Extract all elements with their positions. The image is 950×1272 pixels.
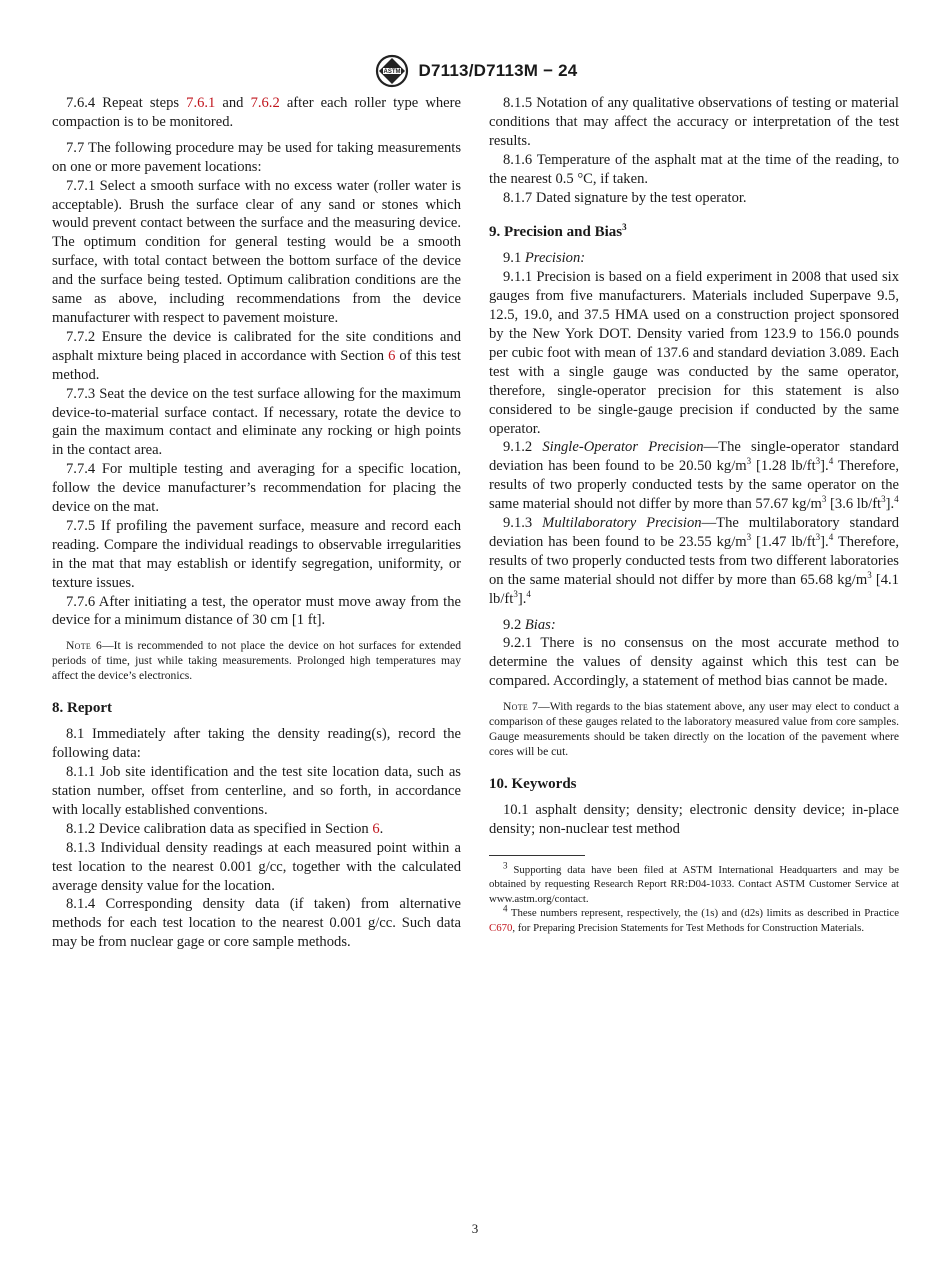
para-9-1-1: 9.1.1 Precision is based on a field experiment in 2008 that used six gauges from five manufacturers. Materials included Superpave 9.5, 12.5, 19.0, and 37.5 HMA used on a construction project sponsored by the New York DOT. Density varied from 123.9 to 156.0 pounds per cubic foot with mean of 137.6 and standard deviation 3.089. Each test with a single gauge was conducted by the same operator, therefore, single-operator precision for this statement is also considered to be single-gauge precision if conducted by the same operator. xyxy=(489,269,899,437)
footnote-4: $^4$ These numbers represent, respectively, the (1s) and (d2s) limits as described in Practice C670, for Preparing Precision Statements for Test Methods for Construction Materials. xyxy=(489,903,899,934)
standard-designation: D7113/D7113M − 24 xyxy=(418,61,578,80)
right-column xyxy=(489,94,899,935)
section-heading-precision: 9. Precision and Bias$^3$ xyxy=(489,222,627,241)
para-7-7-1: 7.7.1 Select a smooth surface with no excess water (roller water is acceptable). Brush the surface clear of any sand or stones which would prevent contact between the surface and the measuring device. The optimum condition for general testing would be a smooth surface, with total contact between the bottom surface of the device and the surface being tested. Optimum calibration conditions are the same as above, including recommendations from the device manufacturer with respect to pavement moisture. xyxy=(52,177,461,326)
para-8-1-7: 8.1.7 Dated signature by the test operator. xyxy=(503,189,747,206)
para-9-2-1: 9.2.1 There is no consensus on the most accurate method to determine the values of density against which this test can be compared. Accordingly, a statement of method bias cannot be made. xyxy=(489,635,899,690)
link-c670[interactable]: C670 xyxy=(489,921,513,934)
para-7-7-4: 7.7.4 For multiple testing and averaging for a specific location, follow the device manufacturer’s recommendation for placing the device on the mat. xyxy=(52,461,461,516)
para-7-7-6: 7.7.6 After initiating a test, the operator must move away from the device for a minimum distance of 30 cm [1 ft]. xyxy=(52,593,461,629)
para-9-1-2: 9.1.2 Single-Operator Precision—The single-operator standard deviation has been found to be 20.50 $kg/m^3$ [1.28 $lb/ft^3].^4$ Therefore, results of two properly conducted tests by the same operator on the same material should not differ by more than 57.67 $kg/m^3$ [3.6 $lb/ft^3].^4$ xyxy=(489,439,899,513)
link-7-6-1[interactable]: 7.6.1 xyxy=(186,95,216,111)
para-10-1: 10.1 asphalt density; density; electronic density device; in-place density; non-nuclear test method xyxy=(489,802,899,837)
footnote-3: $^3$ Supporting data have been filed at ASTM International Headquarters and may be obtained by requesting Research Report RR:D04-1033. Contact ASTM Customer Service at www.astm.org/contact. xyxy=(489,860,899,905)
page-header xyxy=(0,54,950,93)
para-8-1-2: 8.1.2 Device calibration data as specified in Section 6. xyxy=(66,820,384,837)
para-7-7-5: 7.7.5 If profiling the pavement surface, measure and record each reading. Compare the individual readings to observable irregularities in the mat that may establish or identify segregation, uniformity, or texture issues. xyxy=(52,517,461,591)
para-9-1: 9.1 Precision: xyxy=(503,250,586,267)
page-number: 3 xyxy=(471,1221,479,1236)
note-6: Note 6—It is recommended to not place the device on hot surfaces for extended periods of time, just while taking measurements. Prolonged high temperatures may affect the device’s electronics. xyxy=(52,639,461,683)
para-7-7: 7.7 The following procedure may be used for taking measurements on one or more pavement locations: xyxy=(52,139,461,175)
section-heading-keywords: 10. Keywords xyxy=(489,776,577,793)
footnote-divider xyxy=(489,855,585,856)
link-7-6-2[interactable]: 7.6.2 xyxy=(250,95,280,111)
para-8-1-5: 8.1.5 Notation of any qualitative observations of testing or material conditions that may affect the accuracy or interpretation of the test results. xyxy=(489,95,899,149)
para-7-7-3: 7.7.3 Seat the device on the test surface allowing for the maximum device-to-material surface contact. If necessary, rotate the device to gain the maximum contact and eliminate any rocking or high points in the contact area. xyxy=(52,385,461,459)
para-8-1-4: 8.1.4 Corresponding density data (if taken) from alternative methods for each test location to the nearest 0.001 g/cc. Such data may be from nuclear gage or core sample methods. xyxy=(52,896,461,951)
para-9-1-3: 9.1.3 Multilaboratory Precision—The multilaboratory standard deviation has been found to be 23.55 $kg/m^3$ [1.47 $lb/ft^3].^4$ Therefore, results of two properly conducted tests from two different laboratories on the same material should not differ by more than 65.68 $kg/m^3$ [4.1 $lb/ft^3].^4$ xyxy=(489,515,899,607)
left-column xyxy=(52,94,461,952)
para-8-1-6: 8.1.6 Temperature of the asphalt mat at the time of the reading, to the nearest 0.5 °C, if taken. xyxy=(489,151,899,187)
para-7-7-2: 7.7.2 Ensure the device is calibrated for the site conditions and asphalt mixture being placed in accordance with Section 6 of this test method. xyxy=(52,328,461,383)
section-heading-report: 8. Report xyxy=(52,700,112,717)
link-section-6[interactable]: 6 xyxy=(388,347,396,364)
para-7-6-4: 7.6.4 Repeat steps 7.6.1 and 7.6.2 after each roller type where compaction is to be monitored. xyxy=(52,95,461,130)
astm-logo xyxy=(373,54,411,88)
para-9-2: 9.2 Bias: xyxy=(503,616,556,633)
note-7: Note 7—With regards to the bias statement above, any user may elect to conduct a comparison of these gauges related to the laboratory measured value from core samples. Gauge measurements should be taken directly on the location of the pavement where cores will be cut. xyxy=(489,700,899,759)
link-section-6-b[interactable]: 6 xyxy=(372,820,380,837)
svg-text:ASTM: ASTM xyxy=(383,69,401,76)
para-8-1-3: 8.1.3 Individual density readings at each measured point within a test location to the nearest 0.001 g/cc, together with the calculated average density value for the location. xyxy=(52,839,461,894)
para-8-1-1: 8.1.1 Job site identification and the test site location data, such as station number, offset from centerline, and so forth, in accordance with locally established conventions. xyxy=(52,764,461,818)
para-8-1: 8.1 Immediately after taking the density reading(s), record the following data: xyxy=(52,726,461,762)
